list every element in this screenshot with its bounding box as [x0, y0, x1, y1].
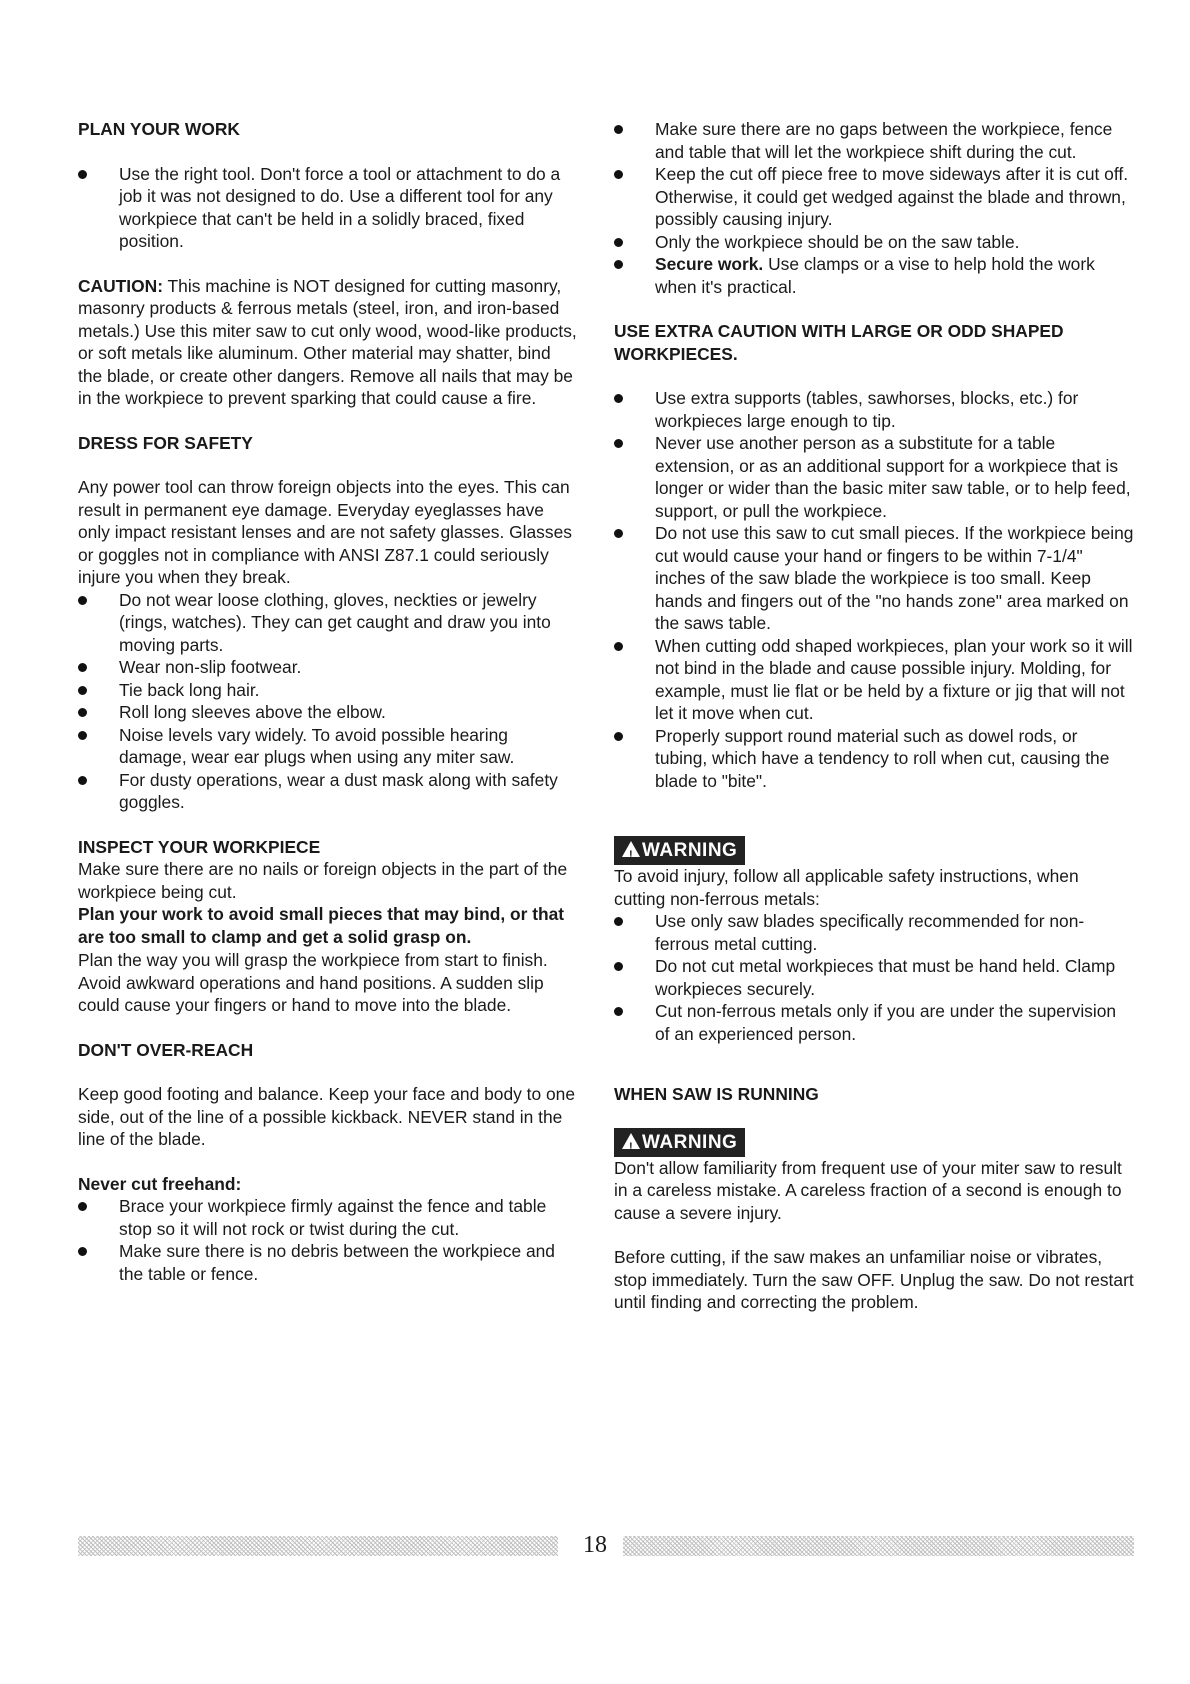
overreach-text: Keep good footing and balance. Keep your face and body to one side, out of the line of a possible kickback. NEVER stand in the line of the blade.: [78, 1084, 575, 1149]
list-item: Never use another person as a substitute for a table extension, or as an additional support for a workpiece that is longer or wider than the basic miter saw table, or to help feed, support, or pull the workpiece.: [614, 432, 1134, 522]
large-heading: USE EXTRA CAUTION WITH LARGE OR ODD SHAPED WORKPIECES.: [614, 321, 1064, 364]
list-item: Do not wear loose clothing, gloves, neckties or jewelry (rings, watches). They can get caught and draw you into moving parts.: [78, 589, 578, 657]
page-number: 18: [583, 1532, 607, 1558]
list-item: Cut non-ferrous metals only if you are under the supervision of an experienced person.: [614, 1000, 1134, 1045]
warning-label: ! WARNING: [614, 836, 745, 865]
running-text1: Don't allow familiarity from frequent use of your miter saw to result in a careless mistake. A careless fraction of a second is enough to cause a severe injury.: [614, 1157, 1122, 1223]
left-column: [78, 118, 578, 1285]
caution-text: This machine is NOT designed for cutting masonry, masonry products & ferrous metals (steel, iron, and iron-based metals.) Use this miter saw to cut only wood, wood-like products, or soft metals like aluminum. Other material may shatter, bind the blade, or create other dangers. Remove all nails that may be in the workpiece to prevent sparking that could cause a fire.: [78, 275, 577, 408]
dress-intro: Any power tool can throw foreign objects into the eyes. This can result in permanent eye damage. Everyday eyeglasses have only impact resistant lenses and are not safety glasses. Glasses or goggles not in compliance with ANSI Z87.1 could seriously injure you when they break.: [78, 477, 572, 587]
list-item: [614, 253, 1134, 298]
list-item: For dusty operations, wear a dust mask along with safety goggles.: [78, 769, 578, 814]
inspect-bold: Plan your work to avoid small pieces that may bind, or that are too small to clamp and get a solid grasp on.: [78, 904, 565, 947]
secure-text: Use clamps or a vise to help hold the work when it's practical.: [655, 254, 1095, 297]
warning-triangle-icon: !: [622, 841, 640, 857]
inspect-heading: INSPECT YOUR WORKPIECE: [78, 836, 321, 857]
inspect-text2: Plan the way you will grasp the workpiece from start to finish. Avoid awkward operations and hand positions. A sudden slip could cause your fingers or hand to move into the blade.: [78, 950, 548, 1015]
large-bullets: [614, 387, 1134, 792]
dress-heading: DRESS FOR SAFETY: [78, 432, 253, 453]
list-item: Tie back long hair.: [78, 679, 578, 702]
caution-paragraph: [78, 275, 578, 410]
list-item: Roll long sleeves above the elbow.: [78, 701, 578, 724]
overreach-heading: DON'T OVER-REACH: [78, 1039, 254, 1060]
list-item: Wear non-slip footwear.: [78, 656, 578, 679]
inspect-text: Make sure there are no nails or foreign objects in the part of the workpiece being cut.: [78, 859, 568, 902]
caution-label: CAUTION:: [78, 275, 164, 296]
dress-bullets: [78, 589, 578, 814]
plan-bullets: [78, 163, 578, 253]
running-text2: Before cutting, if the saw makes an unfamiliar noise or vibrates, stop immediately. Turn the saw OFF. Unplug the saw. Do not restart until finding and correcting the problem.: [614, 1247, 1134, 1312]
list-item: When cutting odd shaped workpieces, plan your work so it will not bind in the blade and cause possible injury. Molding, for example, must lie flat or be held by a fixture or jig that will not let it move when cut.: [614, 635, 1134, 725]
list-item: Use the right tool. Don't force a tool or attachment to do a job it was not designed to do. Use a different tool for any workpiece that can't be held in a solidly braced, fixed position.: [78, 163, 578, 253]
warning-bullets: [614, 910, 1134, 1045]
freehand-heading: Never cut freehand:: [78, 1173, 242, 1194]
list-item: Do not cut metal workpieces that must be hand held. Clamp workpieces securely.: [614, 955, 1134, 1000]
footer-band-right: [623, 1536, 1134, 1556]
secure-label: Secure work.: [655, 254, 764, 274]
warning-intro: To avoid injury, follow all applicable safety instructions, when cutting non-ferrous metals:: [614, 866, 1079, 909]
list-item: Use only saw blades specifically recommended for non-ferrous metal cutting.: [614, 910, 1134, 955]
top-bullets: [614, 118, 1134, 298]
list-item: Properly support round material such as dowel rods, or tubing, which have a tendency to roll when cut, causing the blade to "bite".: [614, 725, 1134, 793]
list-item: Make sure there is no debris between the workpiece and the table or fence.: [78, 1240, 578, 1285]
right-column: [614, 118, 1134, 1314]
list-item: Noise levels vary widely. To avoid possible hearing damage, wear ear plugs when using any miter saw.: [78, 724, 578, 769]
list-item: Make sure there are no gaps between the workpiece, fence and table that will let the workpiece shift during the cut.: [614, 118, 1134, 163]
footer-band-left: [78, 1536, 558, 1556]
page-footer: [78, 1532, 1134, 1558]
plan-heading: PLAN YOUR WORK: [78, 119, 240, 139]
list-item: Brace your workpiece firmly against the fence and table stop so it will not rock or twist during the cut.: [78, 1195, 578, 1240]
list-item: Keep the cut off piece free to move sideways after it is cut off. Otherwise, it could get wedged against the blade and thrown, possibly causing injury.: [614, 163, 1134, 231]
list-item: Do not use this saw to cut small pieces. If the workpiece being cut would cause your hand or fingers to be within 7-1/4" inches of the saw blade the workpiece is too small. Keep hands and fingers out of the "no hands zone" area marked on the saws table.: [614, 522, 1134, 635]
list-item: Use extra supports (tables, sawhorses, blocks, etc.) for workpieces large enough to tip.: [614, 387, 1134, 432]
list-item: Only the workpiece should be on the saw table.: [614, 231, 1134, 254]
freehand-bullets: [78, 1195, 578, 1285]
warning-label-2: ! WARNING: [614, 1128, 745, 1157]
running-heading: WHEN SAW IS RUNNING: [614, 1084, 819, 1104]
warning-triangle-icon: !: [622, 1133, 640, 1149]
